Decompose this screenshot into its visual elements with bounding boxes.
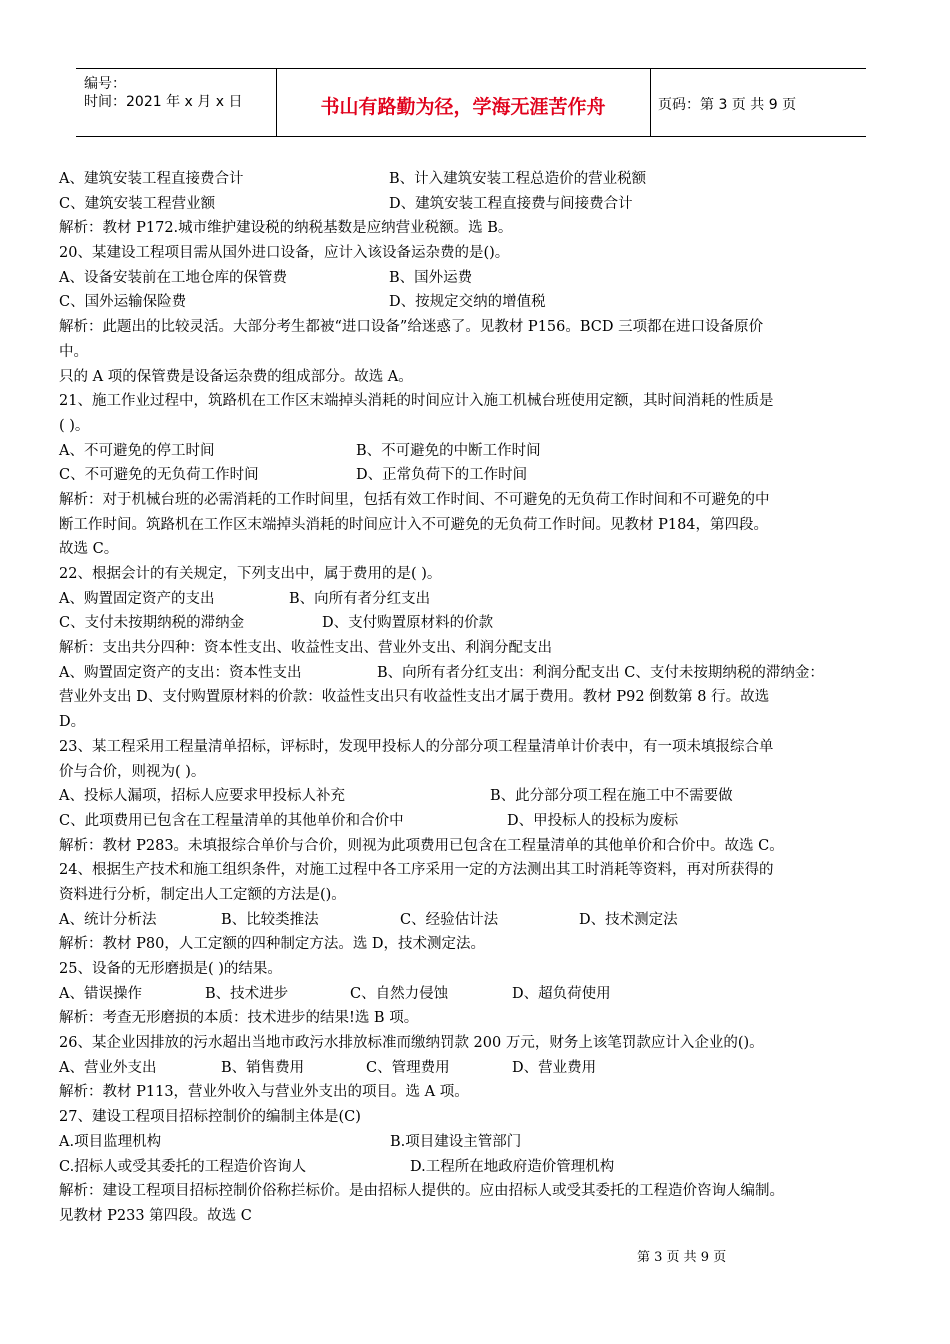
text-line — [59, 513, 891, 538]
text-line — [59, 463, 891, 488]
text-line — [59, 636, 891, 661]
line-text: ( )。 — [59, 417, 90, 434]
line-text: 资料进行分析，制定出人工定额的方法是()。 — [59, 886, 346, 903]
text-line — [59, 809, 891, 834]
text-line — [59, 760, 891, 785]
option-text: C、经验估计法 — [400, 911, 499, 928]
text-line — [59, 241, 891, 266]
text-line — [59, 389, 891, 414]
text-line — [59, 710, 891, 735]
line-text: 营业外支出 D、支付购置原材料的价款：收益性支出只有收益性支出才属于费用。教材 P92 倒数第 8 行。故选 — [59, 689, 770, 706]
text-line — [59, 982, 891, 1007]
line-text: 解析：考查无形磨损的本质：技术进步的结果!选 B 项。 — [59, 1010, 419, 1027]
text-line — [59, 661, 891, 686]
page-header — [76, 68, 866, 137]
header-motto-cell — [276, 69, 651, 136]
motto-text: 书山有路勤为径，学海无涯苦作舟 — [320, 96, 606, 118]
document-date: 时间：2021 年 x 月 x 日 — [84, 94, 243, 110]
line-text: C、此项费用已包含在工程量清单的其他单价和合价中 — [59, 812, 404, 829]
line-text: 解析：支出共分四种：资本性支出、收益性支出、营业外支出、利润分配支出 — [59, 640, 552, 657]
header-meta-cell — [76, 69, 277, 136]
option-text: B、国外运费 — [389, 269, 473, 286]
line-text: A、错误操作 — [59, 985, 142, 1002]
option-text: D、甲投标人的投标为废标 — [507, 812, 679, 829]
line-text: 26、某企业因排放的污水超出当地市政污水排放标准而缴纳罚款 200 万元，财务上该笔罚款应计入企业的()。 — [59, 1035, 764, 1052]
option-text: C、自然力侵蚀 — [350, 985, 449, 1002]
text-line — [59, 883, 891, 908]
line-text: 价与合价，则视为( )。 — [59, 763, 206, 780]
option-text: D、支付购置原材料的价款 — [322, 615, 494, 632]
option-text: B、向所有者分红支出：利润分配支出 C、支付未按期纳税的滞纳金： — [377, 664, 824, 681]
text-line — [59, 957, 891, 982]
option-text: B、向所有者分红支出 — [289, 590, 431, 607]
text-line — [59, 562, 891, 587]
line-text: D。 — [59, 714, 86, 731]
line-text: 23、某工程采用工程量清单招标，评标时，发现甲投标人的分部分项工程量清单计价表中，有一项未填报综合单 — [59, 738, 774, 755]
line-text: 25、设备的无形磨损是( )的结果。 — [59, 961, 282, 977]
line-text: A、建筑安装工程直接费合计 — [59, 171, 244, 187]
line-text: C、建筑安装工程营业额 — [59, 195, 216, 212]
line-text: C、国外运输保险费 — [59, 294, 187, 311]
option-text: B、此分部分项工程在施工中不需要做 — [490, 788, 733, 805]
text-line — [59, 192, 891, 217]
line-text: 解析：对于机械台班的必需消耗的工作时间里，包括有效工作时间、不可避免的无负荷工作时间和不可避免的中 — [59, 491, 770, 508]
line-text: 解析：此题出的比较灵活。大部分考生都被“进口设备”给迷惑了。见教材 P156。BCD 三项都在进口设备原价 — [59, 319, 764, 336]
option-text: B、计入建筑安装工程总造价的营业税额 — [389, 171, 647, 187]
line-text: 中。 — [59, 343, 88, 360]
page-number-info: 页码：第 3 页 共 9 页 — [658, 97, 797, 113]
line-text: A、营业外支出 — [59, 1059, 157, 1076]
document-body — [59, 167, 891, 1229]
text-line — [59, 266, 891, 291]
line-text: A、统计分析法 — [59, 911, 157, 928]
option-text: B、比较类推法 — [221, 911, 319, 928]
text-line — [59, 858, 891, 883]
line-text: A、购置固定资产的支出 — [59, 590, 215, 607]
option-text: B.项目建设主管部门 — [390, 1133, 522, 1150]
text-line — [59, 365, 891, 390]
text-line — [59, 611, 891, 636]
text-line — [59, 537, 891, 562]
line-text: A、购置固定资产的支出：资本性支出 — [59, 664, 302, 681]
text-line — [59, 932, 891, 957]
text-line — [59, 784, 891, 809]
text-line — [59, 290, 891, 315]
option-text: D、技术测定法 — [579, 911, 678, 928]
option-text: D.工程所在地政府造价管理机构 — [410, 1158, 615, 1175]
text-line — [59, 1155, 891, 1180]
option-text: D、超负荷使用 — [512, 985, 611, 1002]
header-page-cell — [650, 69, 866, 136]
option-text: D、营业费用 — [512, 1059, 597, 1076]
option-text: B、不可避免的中断工作时间 — [356, 442, 541, 459]
text-line — [59, 1204, 891, 1229]
line-text: 20、某建设工程项目需从国外进口设备，应计入该设备运杂费的是()。 — [59, 245, 510, 262]
page-footer: 第 3 页 共 9 页 — [637, 1250, 727, 1265]
text-line — [59, 340, 891, 365]
text-line — [59, 735, 891, 760]
line-text: 解析：教材 P283。未填报综合单价与合价，则视为此项费用已包含在工程量清单的其他单价和合价中。故选 C。 — [59, 837, 784, 854]
text-line — [59, 1130, 891, 1155]
line-text: C、不可避免的无负荷工作时间 — [59, 467, 259, 484]
text-line — [59, 1006, 891, 1031]
text-line — [59, 1080, 891, 1105]
line-text: A、不可避免的停工时间 — [59, 442, 215, 459]
text-line — [59, 834, 891, 859]
text-line — [59, 315, 891, 340]
option-text: C、管理费用 — [366, 1059, 450, 1076]
document-number-label: 编号： — [84, 76, 126, 92]
line-text: A、设备安装前在工地仓库的保管费 — [59, 269, 287, 286]
line-text: C.招标人或受其委托的工程造价咨询人 — [59, 1158, 307, 1175]
text-line — [59, 587, 891, 612]
line-text: A、投标人漏项，招标人应要求甲投标人补充 — [59, 788, 345, 805]
text-line — [59, 216, 891, 241]
line-text: 见教材 P233 第四段。故选 C — [59, 1207, 252, 1224]
text-line — [59, 1031, 891, 1056]
option-text: D、按规定交纳的增值税 — [389, 294, 546, 311]
line-text: C、支付未按期纳税的滞纳金 — [59, 615, 245, 632]
option-text: B、技术进步 — [205, 985, 289, 1002]
line-text: 27、建设工程项目招标控制价的编制主体是(C) — [59, 1109, 361, 1126]
text-line — [59, 414, 891, 439]
line-text: 故选 C。 — [59, 541, 119, 558]
line-text: 22、根据会计的有关规定，下列支出中，属于费用的是( )。 — [59, 566, 442, 582]
option-text: D、正常负荷下的工作时间 — [356, 467, 528, 484]
option-text: B、销售费用 — [221, 1059, 305, 1076]
line-text: 断工作时间。筑路机在工作区末端掉头消耗的时间应计入不可避免的无负荷工作时间。见教材 P184，第四段。 — [59, 516, 769, 533]
line-text: 解析：建设工程项目招标控制价俗称拦标价。是由招标人提供的。应由招标人或受其委托的工程造价咨询人编制。 — [59, 1183, 784, 1200]
text-line — [59, 439, 891, 464]
line-text: 解析：教材 P80，人工定额的四种制定方法。选 D，技术测定法。 — [59, 936, 486, 953]
line-text: A.项目监理机构 — [59, 1133, 162, 1150]
text-line — [59, 908, 891, 933]
line-text: 解析：教材 P172.城市维护建设税的纳税基数是应纳营业税额。选 B。 — [59, 220, 513, 237]
line-text: 只的 A 项的保管费是设备运杂费的组成部分。故选 A。 — [59, 368, 413, 385]
text-line — [59, 488, 891, 513]
text-line — [59, 1179, 891, 1204]
text-line — [59, 685, 891, 710]
line-text: 解析：教材 P113，营业外收入与营业外支出的项目。选 A 项。 — [59, 1084, 469, 1101]
option-text: D、建筑安装工程直接费与间接费合计 — [389, 195, 633, 212]
text-line — [59, 167, 891, 192]
text-line — [59, 1105, 891, 1130]
line-text: 21、施工作业过程中，筑路机在工作区末端掉头消耗的时间应计入施工机械台班使用定额，其时间消耗的性质是 — [59, 393, 774, 410]
text-line — [59, 1056, 891, 1081]
line-text: 24、根据生产技术和施工组织条件，对施工过程中各工序采用一定的方法测出其工时消耗等资料，再对所获得的 — [59, 862, 774, 879]
